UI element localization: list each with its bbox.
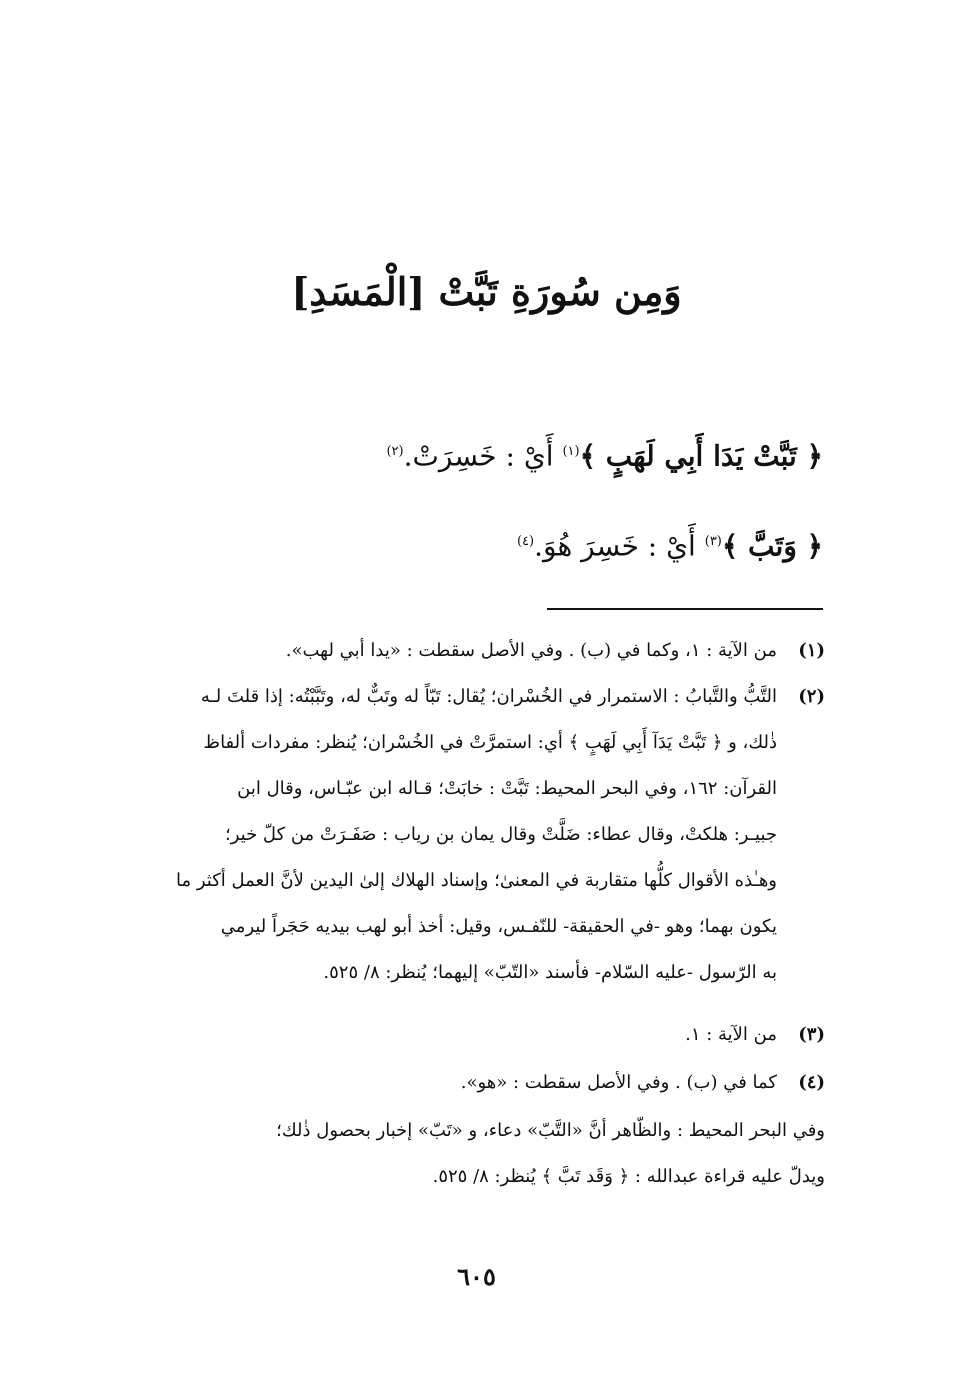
ayah-text: ﴿ تَبَّتْ يَدَا أَبِي لَهَبٍ ﴾ (579, 439, 823, 473)
footnote-number: (٢) (798, 686, 825, 707)
footnote-ref: (٤) (516, 534, 535, 549)
footnote-ref: (١) (562, 444, 580, 459)
footnote-number: (٣) (798, 1024, 825, 1045)
footnote-line: يكون بهما؛ وهو -في الحقيقة- للنّفـس، وقيل: أخذ أبو لهب بيديه حَجَراً ليرمي (220, 916, 777, 937)
footnote-ref: (٣) (704, 534, 722, 549)
ayah-text: ﴿ وَتَبَّ ﴾ (721, 529, 823, 563)
footnote-line: ذٰلك، و ﴿ تَبَّتْ يَدَآ أَبِي لَهَبٍ ﴾ أي: استمرَّتْ في الخُسْران؛ يُنظر: مفردات ألفاظ (203, 732, 777, 753)
footnote-body (125, 674, 777, 996)
verse-gloss: أَيْ : خَسِرَتْ. (403, 439, 554, 473)
verse-line-1 (123, 432, 823, 476)
verse-line-2 (123, 522, 823, 566)
surah-title: وَمِن سُورَةِ تَبَّتْ [الْمَسَدِ] (291, 269, 682, 314)
footnote-ref: (٢) (386, 444, 404, 459)
verse-gloss: أَيْ : خَسِرَ هُوَ. (534, 529, 696, 563)
footnote-line: من الآية : ١، وكما في (ب) . وفي الأصل سقطت : «يدا أبي لهب». (285, 640, 777, 661)
footnote-3 (125, 1012, 825, 1058)
page-number: ٦٠٥ (457, 1262, 496, 1291)
footnote-line: من الآية : ١. (685, 1024, 777, 1045)
footnote-number: (١) (798, 640, 825, 661)
footnote-line: التَّبُّ والتَّبابُ : الاستمرار في الخُسْران؛ يُقال: تَبّاً له وتَبٌّ له، وتَبَّبْتُه: إذا قلتَ لـه (200, 686, 777, 707)
footnote-line: به الرّسول -عليه السّلام- فأسند «التّبّ» إليهما؛ يُنظر: ٨/ ٥٢٥. (323, 962, 777, 983)
footnote-2 (125, 674, 825, 996)
tafsir-note-line-2: ويدلّ عليه قراءة عبدالله : ﴿ وَقَد تَبَّ ﴾ يُنظر: ٨/ ٥٢٥. (432, 1166, 825, 1187)
footnote-line: كما في (ب) . وفي الأصل سقطت : «هو». (460, 1072, 777, 1093)
footnote-separator (547, 608, 823, 610)
footnote-line: جبيـر: هلكتْ، وقال عطاء: ضَلَّتْ وقال يمان بن رياب : صَفَـرَتْ من كلّ خير؛ (225, 824, 777, 845)
tafsir-note-line-1: وفي البحر المحيط : والظّاهر أنَّ «التَّبّ» دعاء، و «تَبّ» إخبار بحصول ذٰلك؛ (276, 1120, 825, 1141)
footnote-line: وهـٰذه الأقوال كلُّها متقاربة في المعنىٰ؛ وإسناد الهلاك إلىٰ اليدين لأنَّ العمل أكثر ما (175, 870, 777, 891)
footnote-line: القرآن: ١٦٢، وفي البحر المحيط: تَبَّتْ : خابَتْ؛ قـاله ابن عبّـاس، وقال ابن (237, 778, 777, 799)
footnote-1 (125, 628, 825, 674)
footnote-number: (٤) (798, 1072, 825, 1093)
footnote-4 (125, 1060, 825, 1106)
